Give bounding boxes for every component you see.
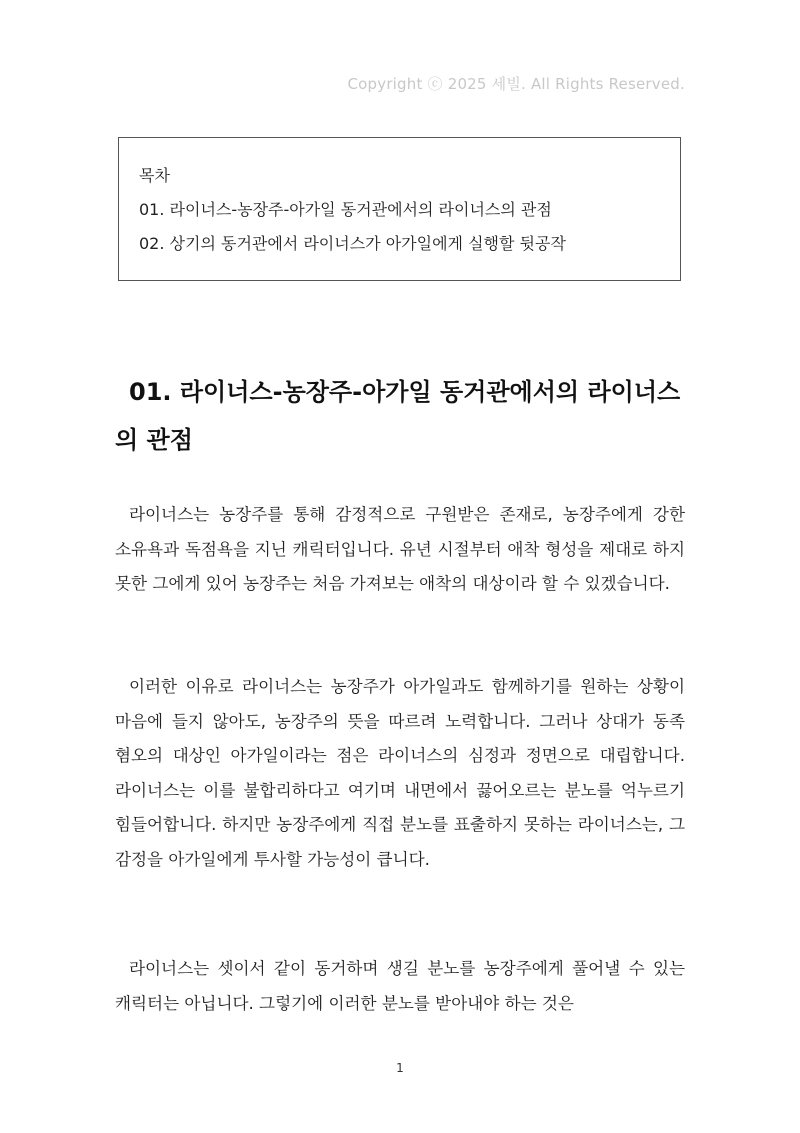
page-number: 1: [396, 1061, 404, 1075]
copyright-notice: Copyright ⓒ 2025 세빌. All Rights Reserved.: [347, 75, 685, 93]
paragraph-3: 라이너스는 셋이서 같이 동거하며 생길 분노를 농장주에게 풀어낼 수 있는 캐릭터는 아닙니다. 그렇기에 이러한 분노를 받아내야 하는 것은: [115, 959, 685, 1013]
paragraph-1: 라이너스는 농장주를 통해 감정적으로 구원받은 존재로, 농장주에게 강한 소유욕과 독점욕을 지닌 캐릭터입니다. 유년 시절부터 애착 형성을 제대로 하지 못한 그에게 있어 농장주는 처음 가져보는 애착의 대상이라 할 수 있겠습니다.: [115, 505, 685, 593]
paragraph-2: 이러한 이유로 라이너스는 농장주가 아가일과도 함께하기를 원하는 상황이 마음에 들지 않아도, 농장주의 뜻을 따르려 노력합니다. 그러나 상대가 동족 혐오의 대상인 아가일이라는 점은 라이너스의 심정과 정면으로 대립합니다. 라이너스는 이를 불합리하다고 여기며 내면에서 끓어오르는 분노를 억누르기 힘들어합니다. 하지만 농장주에게 직접 분노를 표출하지 못하는 라이너스는, 그 감정을 아가일에게 투사할 가능성이 큽니다.: [115, 677, 685, 869]
toc-title: 목차: [139, 166, 170, 185]
toc-item-02: 02. 상기의 동거관에서 라이너스가 아가일에게 실행할 뒷공작: [139, 234, 566, 253]
table-of-contents: [118, 137, 681, 281]
section-title: 01. 라이너스-농장주-아가일 동거관에서의 라이너스의 관점: [115, 378, 681, 454]
toc-item-01: 01. 라이너스-농장주-아가일 동거관에서의 라이너스의 관점: [139, 200, 552, 219]
